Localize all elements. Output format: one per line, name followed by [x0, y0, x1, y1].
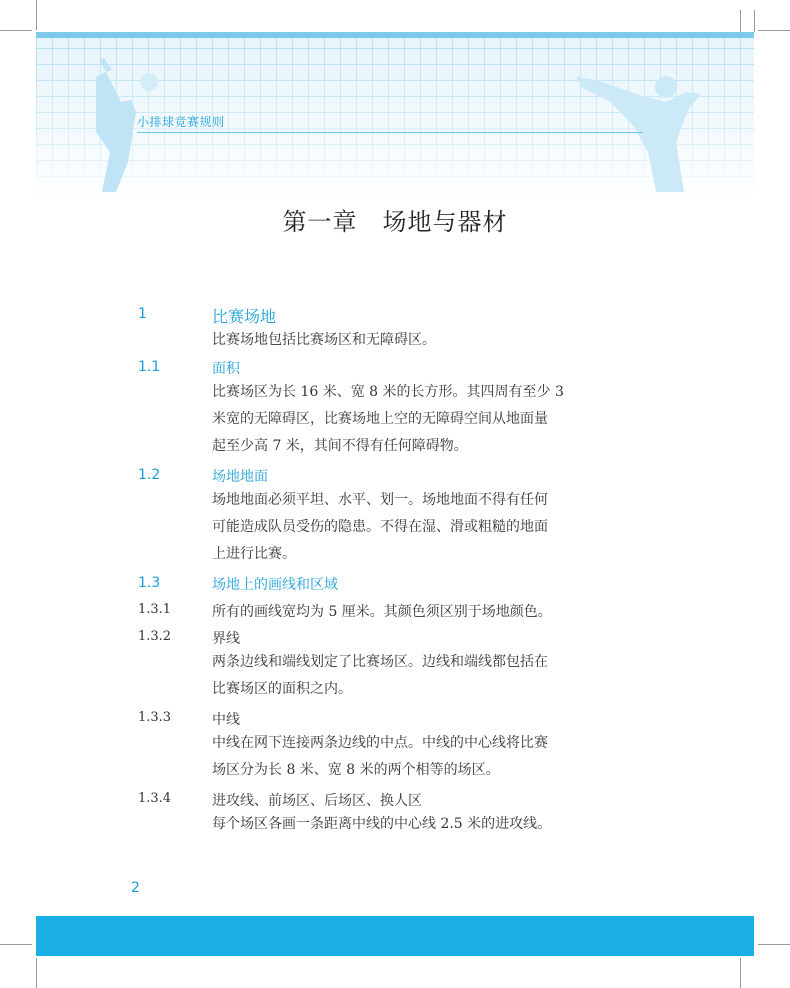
section-number: 1	[138, 306, 147, 322]
subsection-heading: 界线	[212, 631, 240, 647]
subsection-text: 所有的画线宽均为 5 厘米。其颜色须区别于场地颜色。	[212, 604, 552, 620]
chapter-title: 第一章 场地与器材	[282, 208, 508, 236]
section-paragraph	[212, 379, 664, 460]
text-line: 中线在网下连接两条边线的中点。中线的中心线将比赛	[212, 735, 548, 751]
crop-mark	[36, 958, 37, 988]
section-number: 1.2	[138, 467, 161, 483]
section-paragraph	[212, 811, 664, 838]
section-heading: 比赛场地	[212, 307, 277, 326]
subsection-heading: 进攻线、前场区、后场区、换人区	[212, 793, 422, 809]
subsection-number: 1.3.4	[138, 791, 172, 806]
header-rule	[137, 132, 643, 133]
crop-mark	[740, 958, 741, 988]
text-line: 米宽的无障碍区，比赛场地上空的无障碍空间从地面量	[212, 411, 548, 427]
crop-mark	[0, 30, 32, 31]
crop-mark	[758, 30, 790, 31]
page-number: 2	[131, 880, 140, 896]
text-line: 比赛场地包括比赛场区和无障碍区。	[212, 332, 436, 348]
section-number: 1.3	[138, 575, 161, 591]
text-line: 起至少高 7 米，其间不得有任何障碍物。	[212, 438, 468, 454]
crop-mark	[758, 944, 790, 945]
crop-mark	[754, 10, 755, 32]
section-paragraph	[212, 327, 664, 354]
text-line: 比赛场区为长 16 米、宽 8 米的长方形。其四周有至少 3	[212, 384, 564, 400]
text-line: 两条边线和端线划定了比赛场区。边线和端线都包括在	[212, 654, 548, 670]
section-heading: 场地上的画线和区域	[212, 577, 338, 593]
section-paragraph	[212, 649, 664, 703]
text-line: 场地地面必须平坦、水平、划一。场地地面不得有任何	[212, 492, 548, 508]
subsection-number: 1.3.2	[138, 629, 172, 644]
crop-mark	[0, 944, 32, 945]
section-heading: 场地地面	[212, 469, 268, 485]
section-heading: 面积	[212, 361, 240, 377]
footer-bar	[36, 916, 754, 956]
section-number: 1.1	[138, 359, 161, 375]
subsection-number: 1.3.1	[138, 602, 172, 617]
section-paragraph	[212, 730, 664, 784]
crop-mark	[740, 10, 741, 32]
text-line: 可能造成队员受伤的隐患。不得在湿、滑或粗糙的地面	[212, 519, 548, 535]
subsection-number: 1.3.3	[138, 710, 172, 725]
text-line: 场区分为长 8 米、宽 8 米的两个相等的场区。	[212, 762, 500, 778]
crop-mark	[36, 0, 37, 30]
text-line: 上进行比赛。	[212, 546, 296, 562]
text-line: 每个场区各画一条距离中线的中心线 2.5 米的进攻线。	[212, 816, 552, 832]
text-line: 比赛场区的面积之内。	[212, 681, 352, 697]
section-paragraph	[212, 487, 664, 568]
series-title: 小排球竞赛规则	[137, 115, 225, 129]
subsection-heading: 中线	[212, 712, 240, 728]
